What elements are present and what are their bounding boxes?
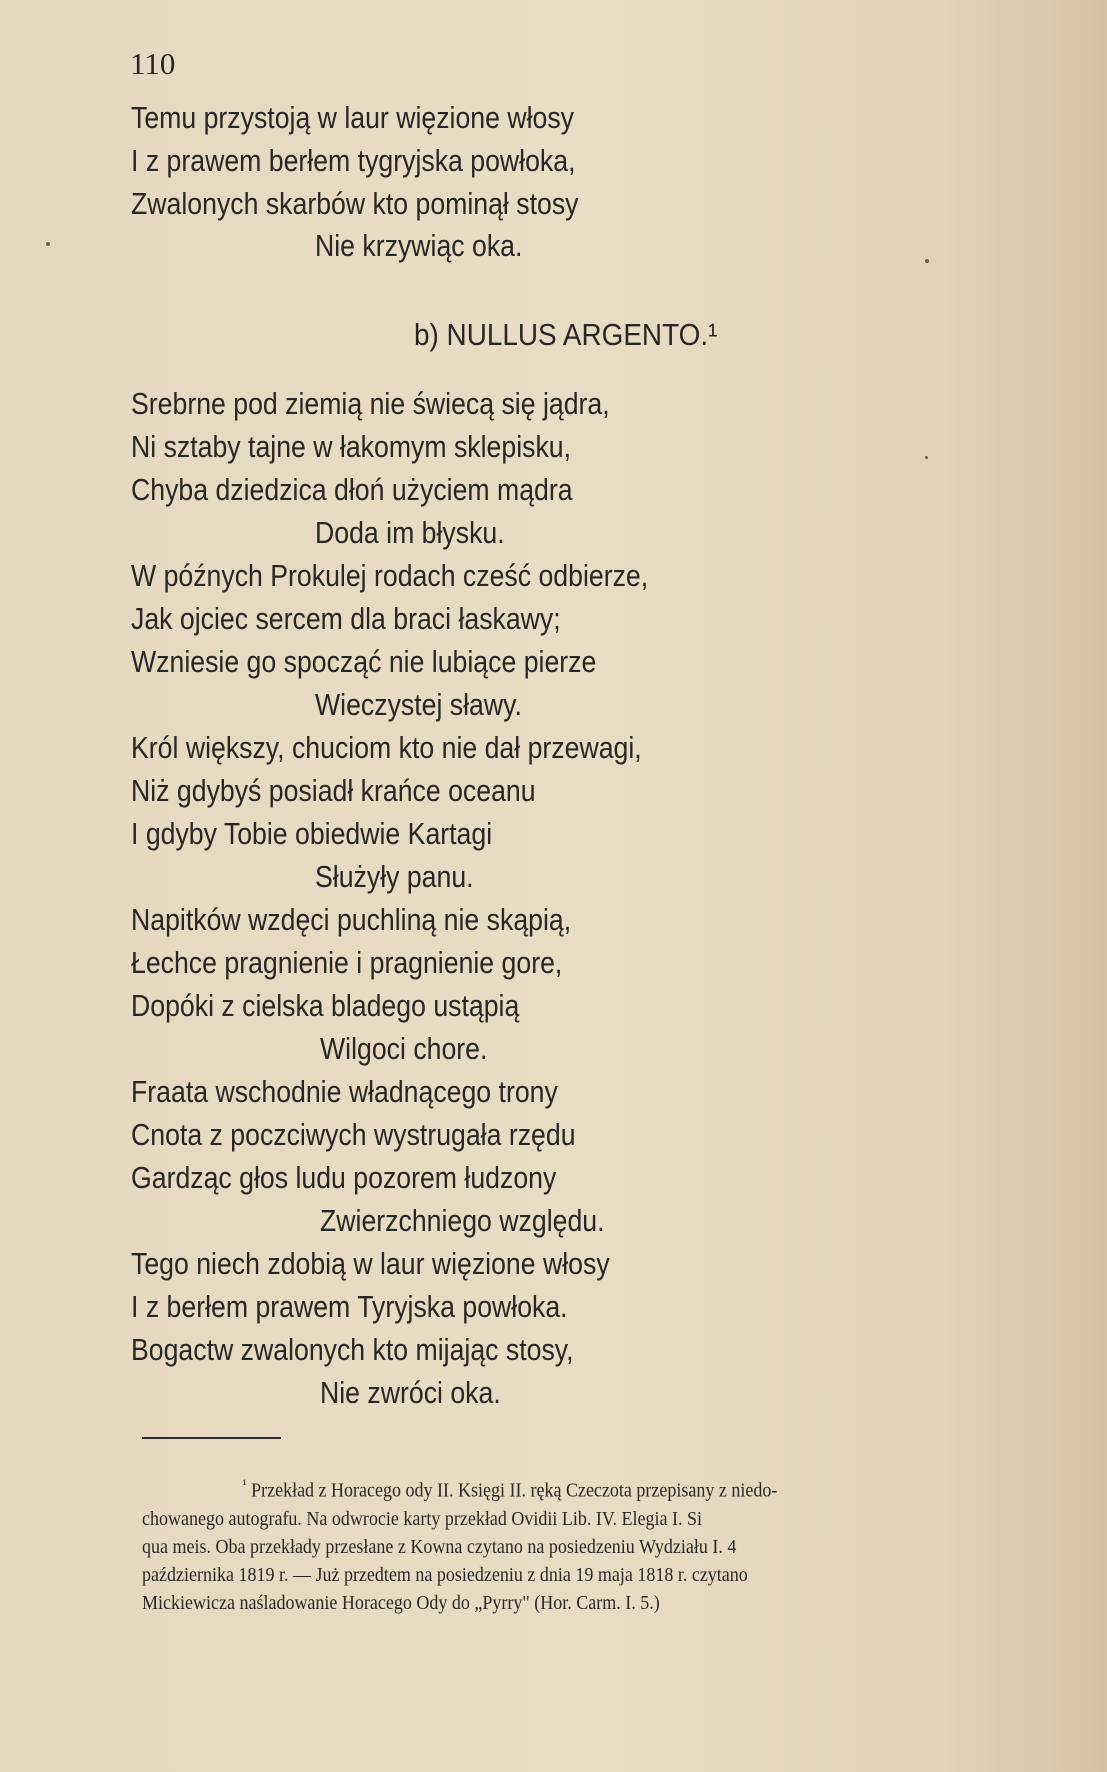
paper-speck: [925, 259, 929, 263]
footnote-marker: ¹: [242, 1478, 247, 1493]
verse-line-indented: Wilgoci chore.: [320, 1031, 488, 1066]
verse-line: Król większy, chuciom kto nie dał przewagi,: [131, 730, 642, 765]
verse-line: Wzniesie go spocząć nie lubiące pierze: [131, 644, 597, 679]
verse-line: Srebrne pod ziemią nie świecą się jądra,: [131, 386, 610, 421]
verse-line: Napitków wzdęci puchliną nie skąpią,: [131, 902, 572, 937]
paper-speck: [46, 242, 50, 246]
verse-line: Temu przystoją w laur więzione włosy: [131, 100, 575, 135]
verse-line: Jak ojciec sercem dla braci łaskawy;: [131, 601, 561, 636]
paper-speck: [925, 456, 928, 459]
footnote-line: Mickiewicza naśladowanie Horacego Ody do „Pyrry" (Hor. Carm. I. 5.): [142, 1591, 660, 1614]
verse-line: Niż gdybyś posiadł krańce oceanu: [131, 773, 536, 808]
footnote-line: qua meis. Oba przekłady przesłane z Kowna czytano na posiedzeniu Wydziału I. 4: [142, 1535, 737, 1558]
verse-line: W późnych Prokulej rodach cześć odbierze,: [131, 558, 649, 593]
footnote-line: października 1819 r. — Już przedtem na posiedzeniu z dnia 19 maja 1818 r. czytano: [142, 1563, 748, 1586]
verse-line: Ni sztaby tajne w łakomym sklepisku,: [131, 429, 572, 464]
verse-line: Gardząc głos ludu pozorem łudzony: [131, 1160, 557, 1195]
verse-line-indented: Nie krzywiąc oka.: [315, 228, 523, 263]
verse-line: Chyba dziedzica dłoń użyciem mądra: [131, 472, 573, 507]
footnote-line: [142, 1472, 970, 1505]
footnote: [142, 1472, 1062, 1617]
verse-line-indented: Służyły panu.: [315, 859, 474, 894]
verse-line: Dopóki z cielska bladego ustąpią: [131, 988, 520, 1023]
verse-line-indented: Wieczystej sławy.: [315, 687, 522, 722]
verse-line: Łechce pragnienie i pragnienie gore,: [131, 945, 563, 980]
verse-line: Cnota z poczciwych wystrugała rzędu: [131, 1117, 576, 1152]
verse-line: Bogactw zwalonych kto mijając stosy,: [131, 1332, 574, 1367]
verse-line-indented: Zwierzchniego względu.: [320, 1203, 605, 1238]
verse-line: Tego niech zdobią w laur więzione włosy: [131, 1246, 610, 1281]
footnote-text: Przekład z Horacego ody II. Księgi II. ręką Czeczota przepisany z niedo-: [251, 1479, 778, 1502]
verse-line: Fraata wschodnie władnącego trony: [131, 1074, 558, 1109]
verse-line: I gdyby Tobie obiedwie Kartagi: [131, 816, 493, 851]
verse-line: Zwalonych skarbów kto pominął stosy: [131, 186, 579, 221]
verse-line: I z berłem prawem Tyryjska powłoka.: [131, 1289, 568, 1324]
verse-line-indented: Doda im błysku.: [315, 515, 505, 550]
verse-line-indented: Nie zwróci oka.: [320, 1375, 501, 1410]
footnote-line: chowanego autografu. Na odwrocie karty przekład Ovidii Lib. IV. Elegia I. Si: [142, 1507, 702, 1530]
section-heading: b) NULLUS ARGENTO.¹: [414, 317, 718, 352]
page-number: 110: [130, 46, 176, 81]
verse-line: I z prawem berłem tygryjska powłoka,: [131, 143, 576, 178]
footnote-divider: [142, 1437, 281, 1439]
